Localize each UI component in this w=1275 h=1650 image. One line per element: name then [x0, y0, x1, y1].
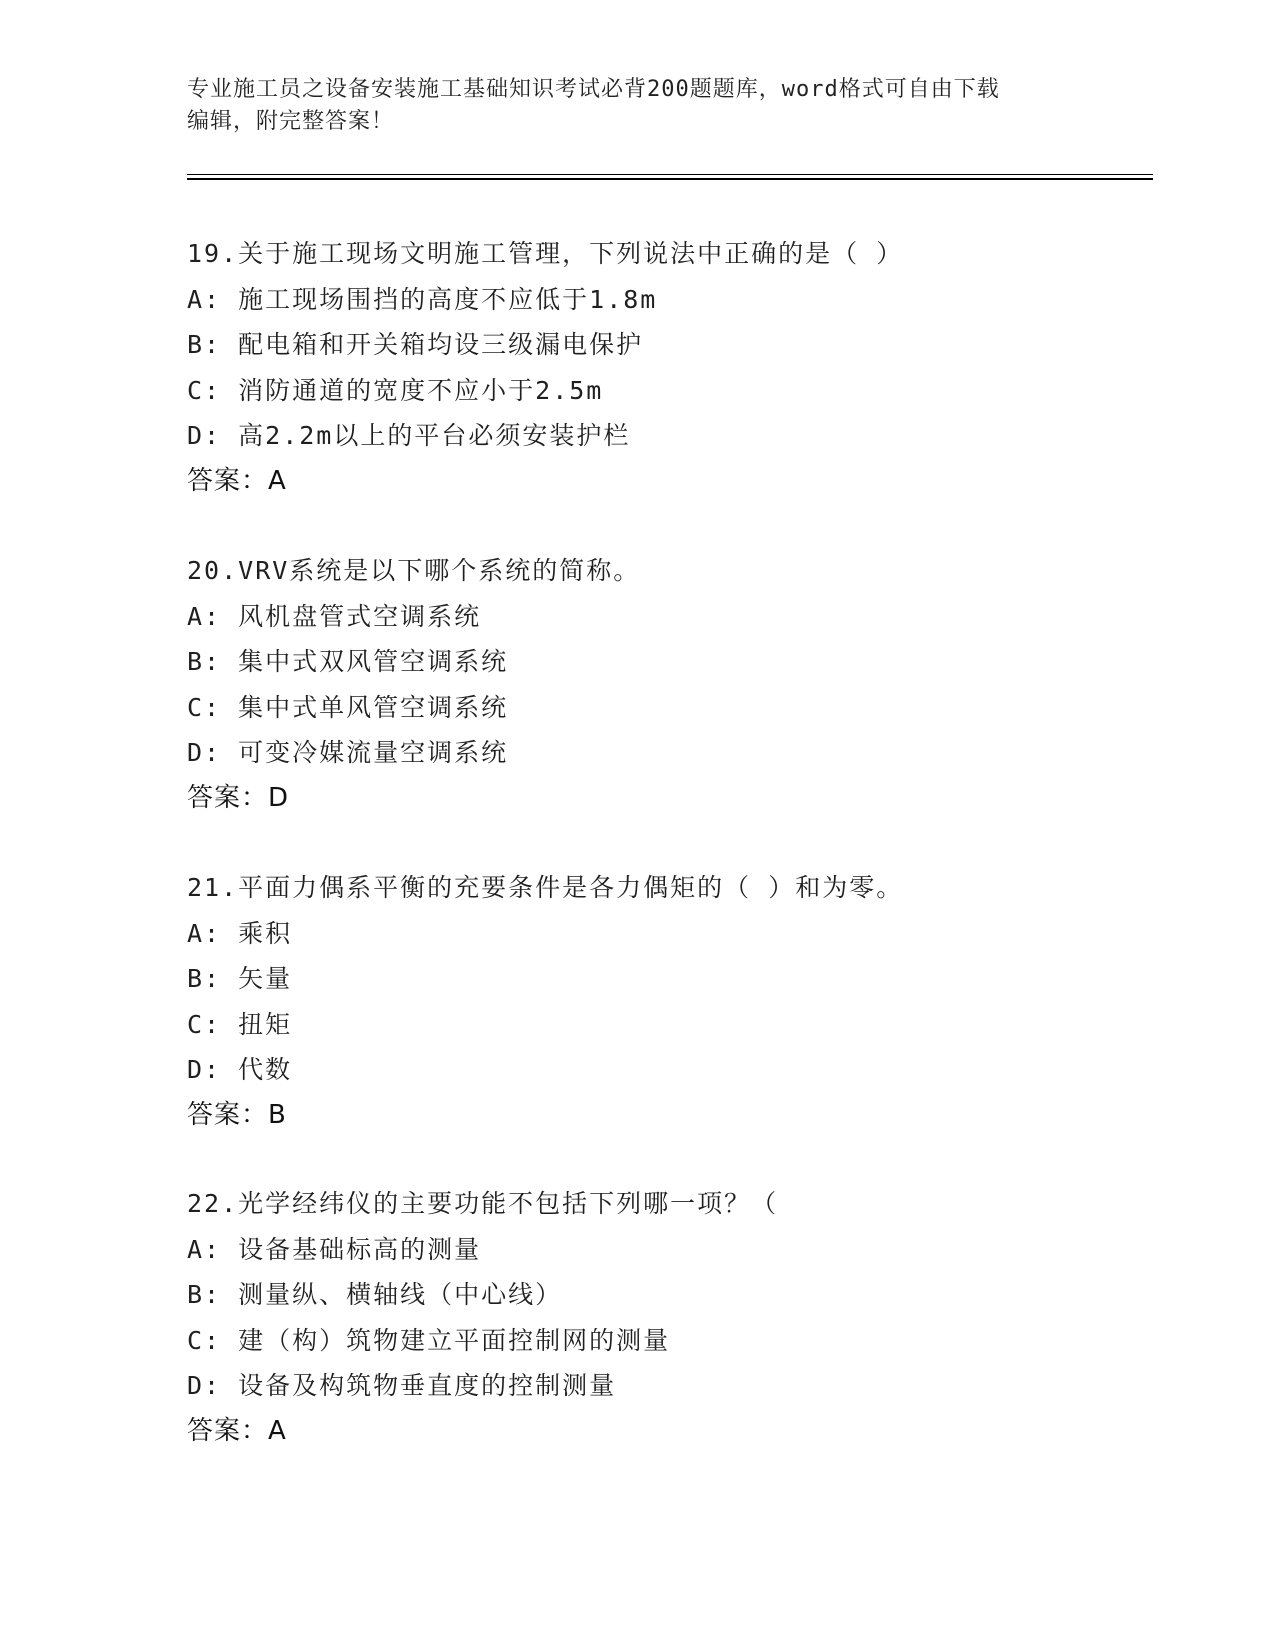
question-block-20 [187, 548, 1167, 821]
question-block-19 [187, 231, 1167, 504]
document-header [187, 74, 1067, 138]
question-stem: 22.光学经纬仪的主要功能不包括下列哪一项？（ [187, 1189, 779, 1218]
option-c: C: 建（构）筑物建立平面控制网的测量 [187, 1325, 671, 1355]
option-b: B: 集中式双风管空调系统 [187, 647, 509, 676]
option-c: C: 集中式单风管空调系统 [187, 692, 509, 722]
answer-line: 答案：A [187, 1415, 287, 1446]
header-divider-bottom [187, 178, 1153, 180]
header-divider-top [187, 174, 1153, 175]
question-stem: 20.VRV系统是以下哪个系统的简称。 [187, 556, 641, 585]
question-block-22 [187, 1181, 1167, 1454]
option-a: A: 施工现场围挡的高度不应低于1.8m [187, 284, 658, 314]
answer-line: 答案：A [187, 465, 287, 496]
question-stem: 21.平面力偶系平衡的充要条件是各力偶矩的（ ）和为零。 [187, 873, 904, 902]
question-block-21 [187, 865, 1167, 1138]
option-b: B: 矢量 [187, 964, 293, 993]
option-b: B: 配电箱和开关箱均设三级漏电保护 [187, 330, 644, 359]
option-d: D: 可变冷媒流量空调系统 [187, 738, 509, 767]
option-a: A: 风机盘管式空调系统 [187, 601, 482, 631]
header-title-line-1: 专业施工员之设备安装施工基础知识考试必背200题题库，word格式可自由下载 [187, 77, 1000, 102]
option-d: D: 设备及构筑物垂直度的控制测量 [187, 1371, 617, 1400]
option-d: D: 代数 [187, 1055, 293, 1084]
option-b: B: 测量纵、横轴线（中心线） [187, 1280, 563, 1309]
option-a: A: 设备基础标高的测量 [187, 1234, 482, 1264]
option-c: C: 消防通道的宽度不应小于2.5m [187, 375, 604, 405]
question-stem: 19.关于施工现场文明施工管理，下列说法中正确的是（ ） [187, 239, 904, 268]
option-d: D: 高2.2m以上的平台必须安装护栏 [187, 421, 631, 450]
header-title-line-2: 编辑，附完整答案！ [187, 109, 395, 134]
option-c: C: 扭矩 [187, 1009, 293, 1039]
answer-line: 答案：D [187, 782, 290, 813]
option-a: A: 乘积 [187, 918, 293, 948]
answer-line: 答案：B [187, 1099, 287, 1130]
